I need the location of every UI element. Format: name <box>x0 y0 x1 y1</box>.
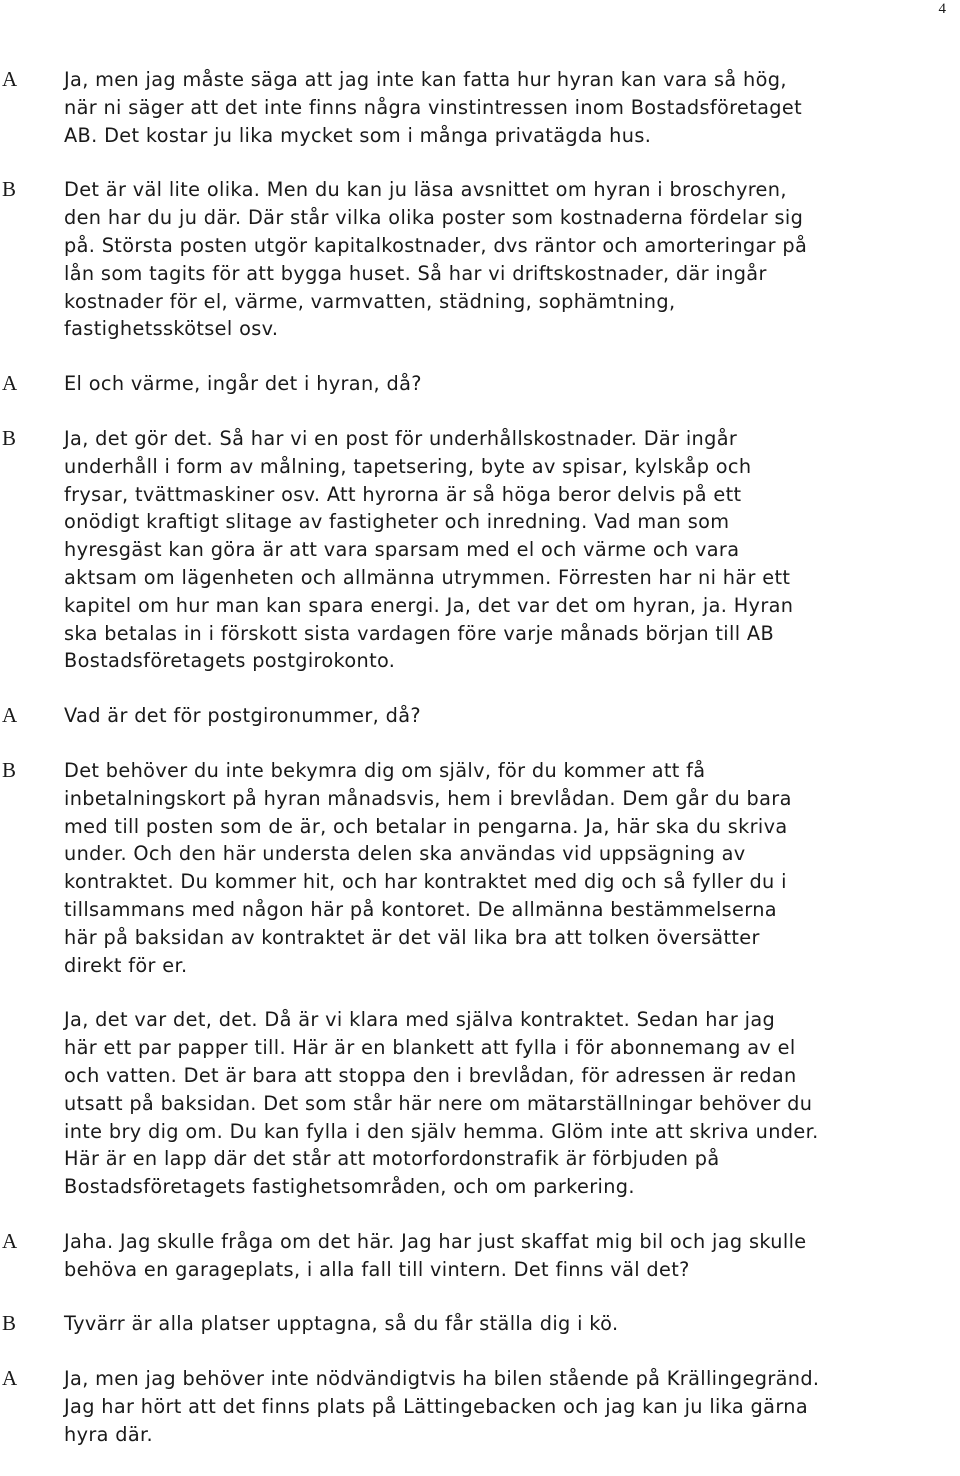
dialogue-text: Det behöver du inte bekymra dig om själv, för du kommer att få inbetalningskort på hyran månadsvis, hem i brevlådan. Dem går du bara med till posten som de är, och betalar in pengarna. Ja, här ska du skriva under. Och den här understa delen ska användas vid uppsägning av kontraktet. Du kommer hit, och har kontraktet med dig och så fyller du i tillsammans med någon här på kontoret. De allmänna bestämmelserna här på baksidan av kontraktet är det väl lika bra att tolken översätter direkt för er. <box>64 758 792 977</box>
page-number: 4 <box>938 1 946 17</box>
speaker-label: A <box>2 1366 18 1391</box>
speaker-label: B <box>2 1311 17 1336</box>
dialogue-entry <box>0 1310 960 1338</box>
dialogue-transcript <box>0 66 960 1476</box>
dialogue-text: Ja, det gör det. Så har vi en post för underhållskostnader. Där ingår underhåll i form av målning, tapetsering, byte av spisar, kylskåp och frysar, tvättmaskiner osv. Att hyrorna är så höga beror delvis på ett onödigt kraftigt slitage av fastigheter och inredning. Vad man som hyresgäst kan göra är att vara sparsam med el och värme och vara aktsam om lägenheten och allmänna utrymmen. Förresten har ni här ett kapitel om hur man kan spara energi. Ja, det var det om hyran, ja. Hyran ska betalas in i förskott sista vardagen före varje månads början till AB Bostadsföretagets postgirokonto. <box>64 426 794 673</box>
dialogue-text: Jaha. Jag skulle fråga om det här. Jag har just skaffat mig bil och jag skulle behöva en garageplats, i alla fall till vintern. Det finns väl det? <box>64 1229 807 1281</box>
dialogue-text: Ja, men jag måste säga att jag inte kan fatta hur hyran kan vara så hög, när ni säger att det inte finns några vinstintressen inom Bostadsföretaget AB. Det kostar ju lika mycket som i många privatägda hus. <box>64 68 803 147</box>
dialogue-entry <box>0 1228 960 1284</box>
speaker-label: B <box>2 177 17 202</box>
dialogue-text: Det är väl lite olika. Men du kan ju läsa avsnittet om hyran i broschyren, den har du ju där. Där står vilka olika poster som kostnaderna fördelar sig på. Största posten utgör kapitalkostnader, dvs räntor och amorteringar på lån som tagits för att bygga huset. Så har vi driftskostnader, där ingår kostnader för el, värme, varmvatten, städning, sophämtning, fastighetsskötsel osv. <box>64 178 808 341</box>
speaker-label: A <box>2 67 18 91</box>
speaker-label: A <box>2 1228 18 1253</box>
dialogue-entry <box>0 425 960 675</box>
speaker-label: A <box>2 371 18 396</box>
dialogue-entry <box>0 1365 960 1448</box>
dialogue-entry <box>0 757 960 979</box>
dialogue-entry <box>0 702 960 730</box>
dialogue-entry <box>0 66 960 149</box>
dialogue-entry <box>0 370 960 398</box>
dialogue-text: El och värme, ingår det i hyran, då? <box>64 372 422 396</box>
dialogue-text: Ja, det var det, det. Då är vi klara med själva kontraktet. Sedan har jag här ett par papper till. Här är en blankett att fylla i för abonnemang av el och vatten. Det är bara att stoppa den i brevlådan, för adressen är redan utsatt på baksidan. Det som står här nere om mätarställningar behöver du inte bry dig om. Du kan fylla i den själv hemma. Glöm inte att skriva under. Här är en lapp där det står att motorfordonstrafik är förbjuden på Bostadsföretagets fastighetsområden, och om parkering. <box>64 1008 819 1199</box>
dialogue-entry <box>0 1006 960 1201</box>
speaker-label: A <box>2 703 18 728</box>
speaker-label: B <box>2 757 17 782</box>
speaker-label: B <box>2 425 17 450</box>
dialogue-text: Vad är det för postgironummer, då? <box>64 704 421 728</box>
dialogue-entry <box>0 176 960 343</box>
dialogue-text: Ja, men jag behöver inte nödvändigtvis ha bilen stående på Krällingegränd. Jag har hört att det finns plats på Lättingebacken och jag kan ju lika gärna hyra där. <box>64 1367 820 1446</box>
dialogue-text: Tyvärr är alla platser upptagna, så du får ställa dig i kö. <box>64 1312 619 1336</box>
